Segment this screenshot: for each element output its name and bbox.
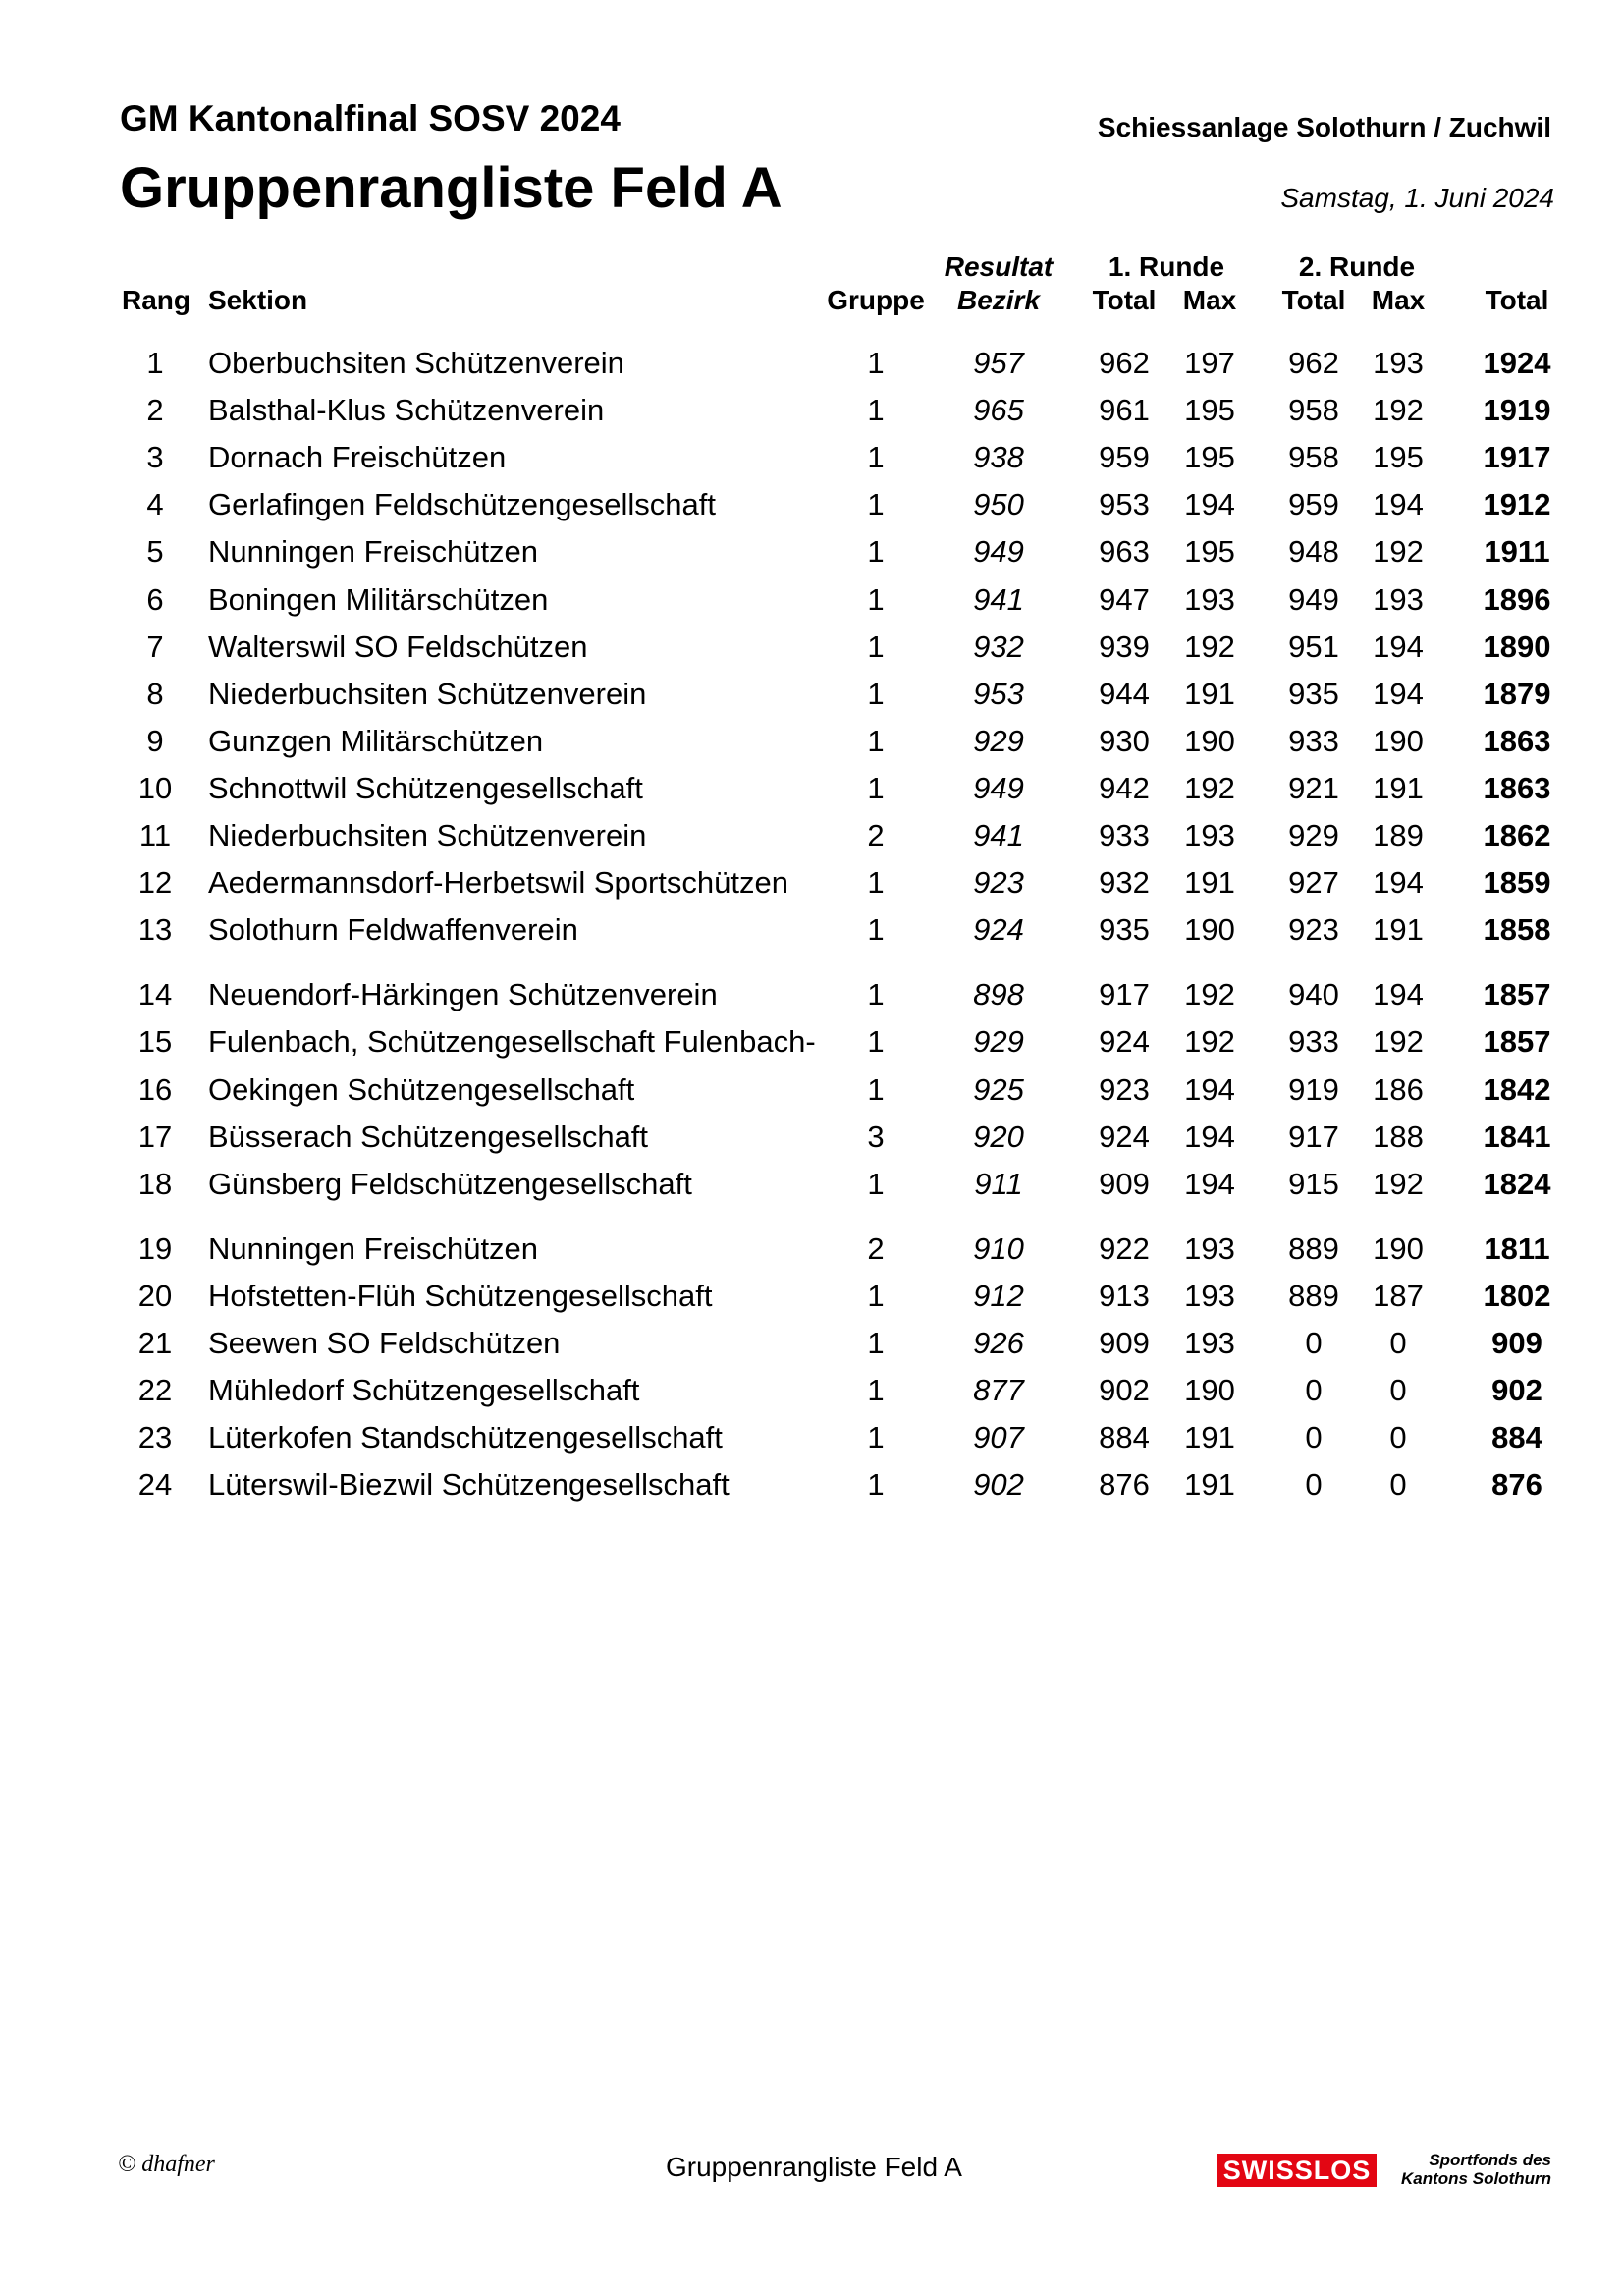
runde2-total-cell: 959 xyxy=(1288,487,1339,521)
runde1-max-cell: 192 xyxy=(1184,977,1235,1011)
total-cell: 1924 xyxy=(1483,346,1551,380)
table-row xyxy=(0,1463,1623,1506)
total-cell: 1858 xyxy=(1483,912,1551,947)
table-row xyxy=(0,973,1623,1016)
runde2-max-cell: 192 xyxy=(1373,1024,1424,1059)
gruppe-cell: 1 xyxy=(867,771,885,805)
table-row xyxy=(0,861,1623,904)
runde1-total-cell: 947 xyxy=(1099,582,1150,617)
gruppe-cell: 1 xyxy=(867,1373,885,1407)
total-cell: 1896 xyxy=(1483,582,1551,617)
column-header-runde1: 1. Runde xyxy=(1108,251,1225,282)
total-cell: 902 xyxy=(1491,1373,1542,1407)
runde2-total-cell: 923 xyxy=(1288,912,1339,947)
runde1-total-cell: 961 xyxy=(1099,393,1150,427)
page-title: Gruppenrangliste Feld A xyxy=(120,156,783,220)
bezirk-cell: 910 xyxy=(973,1231,1024,1266)
total-cell: 1912 xyxy=(1483,487,1551,521)
table-row xyxy=(0,1020,1623,1064)
runde1-total-cell: 909 xyxy=(1099,1326,1150,1360)
runde2-total-cell: 0 xyxy=(1305,1420,1323,1454)
table-row xyxy=(0,1416,1623,1459)
runde1-max-cell: 192 xyxy=(1184,1024,1235,1059)
total-cell: 1841 xyxy=(1483,1120,1551,1154)
runde1-max-cell: 190 xyxy=(1184,724,1235,758)
sektion-cell: Fulenbach, Schützengesellschaft Fulenbach- xyxy=(208,1024,816,1059)
runde1-max-cell: 195 xyxy=(1184,534,1235,569)
runde2-max-cell: 194 xyxy=(1373,865,1424,900)
rang-cell: 23 xyxy=(137,1420,173,1454)
runde2-total-cell: 929 xyxy=(1288,818,1339,852)
bezirk-cell: 957 xyxy=(973,346,1024,380)
sektion-cell: Lüterkofen Standschützengesellschaft xyxy=(208,1420,723,1454)
gruppe-cell: 1 xyxy=(867,865,885,900)
table-row xyxy=(0,720,1623,763)
runde1-total-cell: 944 xyxy=(1099,677,1150,711)
gruppe-cell: 2 xyxy=(867,1231,885,1266)
runde1-max-cell: 192 xyxy=(1184,771,1235,805)
rang-cell: 12 xyxy=(137,865,173,900)
gruppe-cell: 1 xyxy=(867,1326,885,1360)
runde2-total-cell: 958 xyxy=(1288,440,1339,474)
sektion-cell: Nunningen Freischützen xyxy=(208,534,539,569)
gruppe-cell: 1 xyxy=(867,1167,885,1201)
runde1-total-cell: 909 xyxy=(1099,1167,1150,1201)
runde2-max-cell: 187 xyxy=(1373,1279,1424,1313)
runde1-max-cell: 191 xyxy=(1184,865,1235,900)
runde1-total-cell: 913 xyxy=(1099,1279,1150,1313)
sektion-cell: Schnottwil Schützengesellschaft xyxy=(208,771,643,805)
rang-cell: 24 xyxy=(137,1467,173,1502)
runde2-total-cell: 0 xyxy=(1305,1326,1323,1360)
bezirk-cell: 949 xyxy=(973,534,1024,569)
rang-cell: 17 xyxy=(137,1120,173,1154)
column-header-runde2: 2. Runde xyxy=(1298,251,1416,282)
total-cell: 1863 xyxy=(1483,771,1551,805)
gruppe-cell: 1 xyxy=(867,724,885,758)
total-cell: 1917 xyxy=(1483,440,1551,474)
bezirk-cell: 912 xyxy=(973,1279,1024,1313)
runde1-total-cell: 933 xyxy=(1099,818,1150,852)
sektion-cell: Seewen SO Feldschützen xyxy=(208,1326,561,1360)
rang-cell: 1 xyxy=(146,346,164,380)
sektion-cell: Balsthal-Klus Schützenverein xyxy=(208,393,605,427)
runde2-total-cell: 921 xyxy=(1288,771,1339,805)
runde2-total-cell: 940 xyxy=(1288,977,1339,1011)
sektion-cell: Oekingen Schützengesellschaft xyxy=(208,1072,635,1107)
bezirk-cell: 920 xyxy=(973,1120,1024,1154)
bezirk-cell: 953 xyxy=(973,677,1024,711)
runde1-max-cell: 192 xyxy=(1184,629,1235,664)
sponsor-line-1: Sportfonds des xyxy=(1429,2151,1551,2169)
runde1-total-cell: 959 xyxy=(1099,440,1150,474)
runde2-total-cell: 889 xyxy=(1288,1231,1339,1266)
runde1-total-cell: 962 xyxy=(1099,346,1150,380)
sektion-cell: Hofstetten-Flüh Schützengesellschaft xyxy=(208,1279,713,1313)
column-header-runde2-max: Max xyxy=(1371,285,1426,315)
gruppe-cell: 1 xyxy=(867,1024,885,1059)
runde1-total-cell: 935 xyxy=(1099,912,1150,947)
runde2-total-cell: 889 xyxy=(1288,1279,1339,1313)
sektion-cell: Neuendorf-Härkingen Schützenverein xyxy=(208,977,718,1011)
bezirk-cell: 911 xyxy=(974,1167,1023,1201)
total-cell: 1890 xyxy=(1483,629,1551,664)
sektion-cell: Nunningen Freischützen xyxy=(208,1231,539,1266)
runde2-max-cell: 192 xyxy=(1373,1167,1424,1201)
runde2-total-cell: 917 xyxy=(1288,1120,1339,1154)
runde2-total-cell: 927 xyxy=(1288,865,1339,900)
column-header-gruppe: Gruppe xyxy=(827,285,925,315)
runde2-max-cell: 186 xyxy=(1373,1072,1424,1107)
runde2-max-cell: 193 xyxy=(1373,346,1424,380)
runde2-total-cell: 933 xyxy=(1288,724,1339,758)
table-row xyxy=(0,1322,1623,1365)
runde1-max-cell: 194 xyxy=(1184,1120,1235,1154)
total-cell: 1824 xyxy=(1483,1167,1551,1201)
gruppe-cell: 1 xyxy=(867,487,885,521)
total-cell: 1857 xyxy=(1483,977,1551,1011)
runde1-total-cell: 902 xyxy=(1099,1373,1150,1407)
runde1-total-cell: 876 xyxy=(1099,1467,1150,1502)
runde1-max-cell: 193 xyxy=(1184,818,1235,852)
sektion-cell: Gunzgen Militärschützen xyxy=(208,724,544,758)
runde1-max-cell: 194 xyxy=(1184,1072,1235,1107)
runde1-total-cell: 923 xyxy=(1099,1072,1150,1107)
runde1-max-cell: 193 xyxy=(1184,582,1235,617)
sektion-cell: Günsberg Feldschützengesellschaft xyxy=(208,1167,692,1201)
runde1-total-cell: 924 xyxy=(1099,1024,1150,1059)
date-label: Samstag, 1. Juni 2024 xyxy=(1280,183,1554,213)
sektion-cell: Walterswil SO Feldschützen xyxy=(208,629,588,664)
bezirk-cell: 950 xyxy=(973,487,1024,521)
column-header-bezirk: Bezirk xyxy=(956,285,1041,315)
runde1-max-cell: 191 xyxy=(1184,677,1235,711)
runde1-total-cell: 917 xyxy=(1099,977,1150,1011)
runde1-max-cell: 190 xyxy=(1184,912,1235,947)
bezirk-cell: 924 xyxy=(973,912,1024,947)
total-cell: 1919 xyxy=(1483,393,1551,427)
runde1-max-cell: 195 xyxy=(1184,393,1235,427)
runde1-max-cell: 191 xyxy=(1184,1467,1235,1502)
sektion-cell: Mühledorf Schützengesellschaft xyxy=(208,1373,640,1407)
runde2-total-cell: 958 xyxy=(1288,393,1339,427)
rang-cell: 22 xyxy=(137,1373,173,1407)
runde2-max-cell: 194 xyxy=(1373,677,1424,711)
column-header-runde2-total: Total xyxy=(1281,285,1346,315)
total-cell: 1863 xyxy=(1483,724,1551,758)
runde1-total-cell: 953 xyxy=(1099,487,1150,521)
runde2-max-cell: 194 xyxy=(1373,487,1424,521)
total-cell: 1811 xyxy=(1484,1231,1550,1266)
sektion-cell: Niederbuchsiten Schützenverein xyxy=(208,818,647,852)
runde2-max-cell: 189 xyxy=(1373,818,1424,852)
copyright-label: © dhafner xyxy=(118,2152,215,2177)
rang-cell: 21 xyxy=(137,1326,173,1360)
runde2-max-cell: 190 xyxy=(1373,724,1424,758)
runde1-max-cell: 193 xyxy=(1184,1231,1235,1266)
gruppe-cell: 1 xyxy=(867,1420,885,1454)
gruppe-cell: 1 xyxy=(867,582,885,617)
table-row xyxy=(0,389,1623,432)
table-row xyxy=(0,1369,1623,1412)
sektion-cell: Lüterswil-Biezwil Schützengesellschaft xyxy=(208,1467,730,1502)
runde1-total-cell: 930 xyxy=(1099,724,1150,758)
bezirk-cell: 929 xyxy=(973,1024,1024,1059)
runde2-total-cell: 0 xyxy=(1305,1467,1323,1502)
bezirk-cell: 941 xyxy=(973,818,1024,852)
column-header-sektion: Sektion xyxy=(208,285,308,315)
bezirk-cell: 926 xyxy=(973,1326,1024,1360)
bezirk-cell: 941 xyxy=(973,582,1024,617)
runde2-max-cell: 191 xyxy=(1373,912,1424,947)
bezirk-cell: 877 xyxy=(973,1373,1024,1407)
table-row xyxy=(0,908,1623,952)
runde2-max-cell: 193 xyxy=(1373,582,1424,617)
gruppe-cell: 1 xyxy=(867,346,885,380)
table-row xyxy=(0,436,1623,479)
swisslos-logo: SWISSLOS xyxy=(1217,2154,1377,2187)
runde2-max-cell: 191 xyxy=(1373,771,1424,805)
runde2-max-cell: 0 xyxy=(1389,1373,1407,1407)
runde2-max-cell: 192 xyxy=(1373,534,1424,569)
sponsor-label xyxy=(1386,2151,1551,2188)
gruppe-cell: 1 xyxy=(867,1072,885,1107)
rang-cell: 20 xyxy=(137,1279,173,1313)
bezirk-cell: 902 xyxy=(973,1467,1024,1502)
table-row xyxy=(0,1163,1623,1206)
runde1-max-cell: 190 xyxy=(1184,1373,1235,1407)
runde1-max-cell: 193 xyxy=(1184,1279,1235,1313)
sektion-cell: Oberbuchsiten Schützenverein xyxy=(208,346,624,380)
runde1-max-cell: 197 xyxy=(1184,346,1235,380)
rang-cell: 4 xyxy=(146,487,164,521)
rang-cell: 8 xyxy=(146,677,164,711)
table-row xyxy=(0,578,1623,622)
runde2-max-cell: 0 xyxy=(1389,1467,1407,1502)
runde2-total-cell: 948 xyxy=(1288,534,1339,569)
total-cell: 1857 xyxy=(1483,1024,1551,1059)
rang-cell: 19 xyxy=(137,1231,173,1266)
rang-cell: 16 xyxy=(137,1072,173,1107)
rang-cell: 9 xyxy=(146,724,164,758)
gruppe-cell: 1 xyxy=(867,393,885,427)
table-row xyxy=(0,342,1623,385)
gruppe-cell: 2 xyxy=(867,818,885,852)
runde1-max-cell: 194 xyxy=(1184,487,1235,521)
column-header-rang: Rang xyxy=(122,285,190,315)
gruppe-cell: 1 xyxy=(867,912,885,947)
bezirk-cell: 898 xyxy=(973,977,1024,1011)
table-row xyxy=(0,626,1623,669)
total-cell: 1879 xyxy=(1483,677,1551,711)
bezirk-cell: 925 xyxy=(973,1072,1024,1107)
runde2-total-cell: 962 xyxy=(1288,346,1339,380)
total-cell: 876 xyxy=(1491,1467,1542,1502)
total-cell: 1842 xyxy=(1483,1072,1551,1107)
rang-cell: 7 xyxy=(146,629,164,664)
gruppe-cell: 1 xyxy=(867,440,885,474)
runde1-total-cell: 963 xyxy=(1099,534,1150,569)
sektion-cell: Boningen Militärschützen xyxy=(208,582,549,617)
rang-cell: 15 xyxy=(137,1024,173,1059)
total-cell: 1862 xyxy=(1483,818,1551,852)
runde2-max-cell: 0 xyxy=(1389,1326,1407,1360)
runde2-max-cell: 190 xyxy=(1373,1231,1424,1266)
runde2-total-cell: 0 xyxy=(1305,1373,1323,1407)
column-header-total: Total xyxy=(1485,285,1549,315)
bezirk-cell: 923 xyxy=(973,865,1024,900)
runde2-total-cell: 951 xyxy=(1288,629,1339,664)
gruppe-cell: 1 xyxy=(867,534,885,569)
table-row xyxy=(0,483,1623,526)
rang-cell: 13 xyxy=(137,912,173,947)
sektion-cell: Niederbuchsiten Schützenverein xyxy=(208,677,647,711)
total-cell: 1802 xyxy=(1483,1279,1551,1313)
runde1-max-cell: 191 xyxy=(1184,1420,1235,1454)
table-row xyxy=(0,1275,1623,1318)
runde1-total-cell: 884 xyxy=(1099,1420,1150,1454)
runde2-max-cell: 195 xyxy=(1373,440,1424,474)
runde1-max-cell: 193 xyxy=(1184,1326,1235,1360)
table-row xyxy=(0,814,1623,857)
column-header-resultat: Resultat xyxy=(944,251,1054,282)
runde1-total-cell: 924 xyxy=(1099,1120,1150,1154)
runde1-total-cell: 932 xyxy=(1099,865,1150,900)
rang-cell: 3 xyxy=(146,440,164,474)
runde2-total-cell: 933 xyxy=(1288,1024,1339,1059)
runde1-max-cell: 195 xyxy=(1184,440,1235,474)
rang-cell: 2 xyxy=(146,393,164,427)
runde2-max-cell: 192 xyxy=(1373,393,1424,427)
sektion-cell: Aedermannsdorf-Herbetswil Sportschützen xyxy=(208,865,788,900)
runde2-total-cell: 935 xyxy=(1288,677,1339,711)
total-cell: 909 xyxy=(1491,1326,1542,1360)
sektion-cell: Büsserach Schützengesellschaft xyxy=(208,1120,649,1154)
runde1-max-cell: 194 xyxy=(1184,1167,1235,1201)
gruppe-cell: 1 xyxy=(867,629,885,664)
bezirk-cell: 938 xyxy=(973,440,1024,474)
column-header-runde1-total: Total xyxy=(1092,285,1157,315)
runde2-max-cell: 194 xyxy=(1373,629,1424,664)
bezirk-cell: 932 xyxy=(973,629,1024,664)
bezirk-cell: 965 xyxy=(973,393,1024,427)
rang-cell: 14 xyxy=(137,977,173,1011)
rang-cell: 11 xyxy=(138,818,172,852)
rang-cell: 18 xyxy=(137,1167,173,1201)
runde2-max-cell: 194 xyxy=(1373,977,1424,1011)
table-row xyxy=(0,1228,1623,1271)
total-cell: 1911 xyxy=(1484,534,1550,569)
gruppe-cell: 3 xyxy=(867,1120,885,1154)
sektion-cell: Gerlafingen Feldschützengesellschaft xyxy=(208,487,716,521)
footer-title: Gruppenrangliste Feld A xyxy=(666,2152,962,2182)
bezirk-cell: 949 xyxy=(973,771,1024,805)
sponsor-line-2: Kantons Solothurn xyxy=(1401,2169,1551,2188)
bezirk-cell: 907 xyxy=(973,1420,1024,1454)
table-row xyxy=(0,1116,1623,1159)
rang-cell: 10 xyxy=(137,771,173,805)
total-cell: 884 xyxy=(1491,1420,1542,1454)
table-row xyxy=(0,1068,1623,1112)
runde2-total-cell: 915 xyxy=(1288,1167,1339,1201)
rang-cell: 6 xyxy=(146,582,164,617)
event-title: GM Kantonalfinal SOSV 2024 xyxy=(120,98,621,138)
runde2-total-cell: 919 xyxy=(1288,1072,1339,1107)
gruppe-cell: 1 xyxy=(867,977,885,1011)
runde1-total-cell: 939 xyxy=(1099,629,1150,664)
total-cell: 1859 xyxy=(1483,865,1551,900)
rang-cell: 5 xyxy=(146,534,164,569)
sektion-cell: Solothurn Feldwaffenverein xyxy=(208,912,578,947)
gruppe-cell: 1 xyxy=(867,1279,885,1313)
table-row xyxy=(0,530,1623,574)
bezirk-cell: 929 xyxy=(973,724,1024,758)
sektion-cell: Dornach Freischützen xyxy=(208,440,507,474)
venue-label: Schiessanlage Solothurn / Zuchwil xyxy=(1097,112,1551,142)
runde1-total-cell: 922 xyxy=(1099,1231,1150,1266)
runde2-total-cell: 949 xyxy=(1288,582,1339,617)
gruppe-cell: 1 xyxy=(867,1467,885,1502)
table-row xyxy=(0,673,1623,716)
column-header-runde1-max: Max xyxy=(1182,285,1237,315)
runde2-max-cell: 188 xyxy=(1373,1120,1424,1154)
runde2-max-cell: 0 xyxy=(1389,1420,1407,1454)
gruppe-cell: 1 xyxy=(867,677,885,711)
table-row xyxy=(0,767,1623,810)
runde1-total-cell: 942 xyxy=(1099,771,1150,805)
